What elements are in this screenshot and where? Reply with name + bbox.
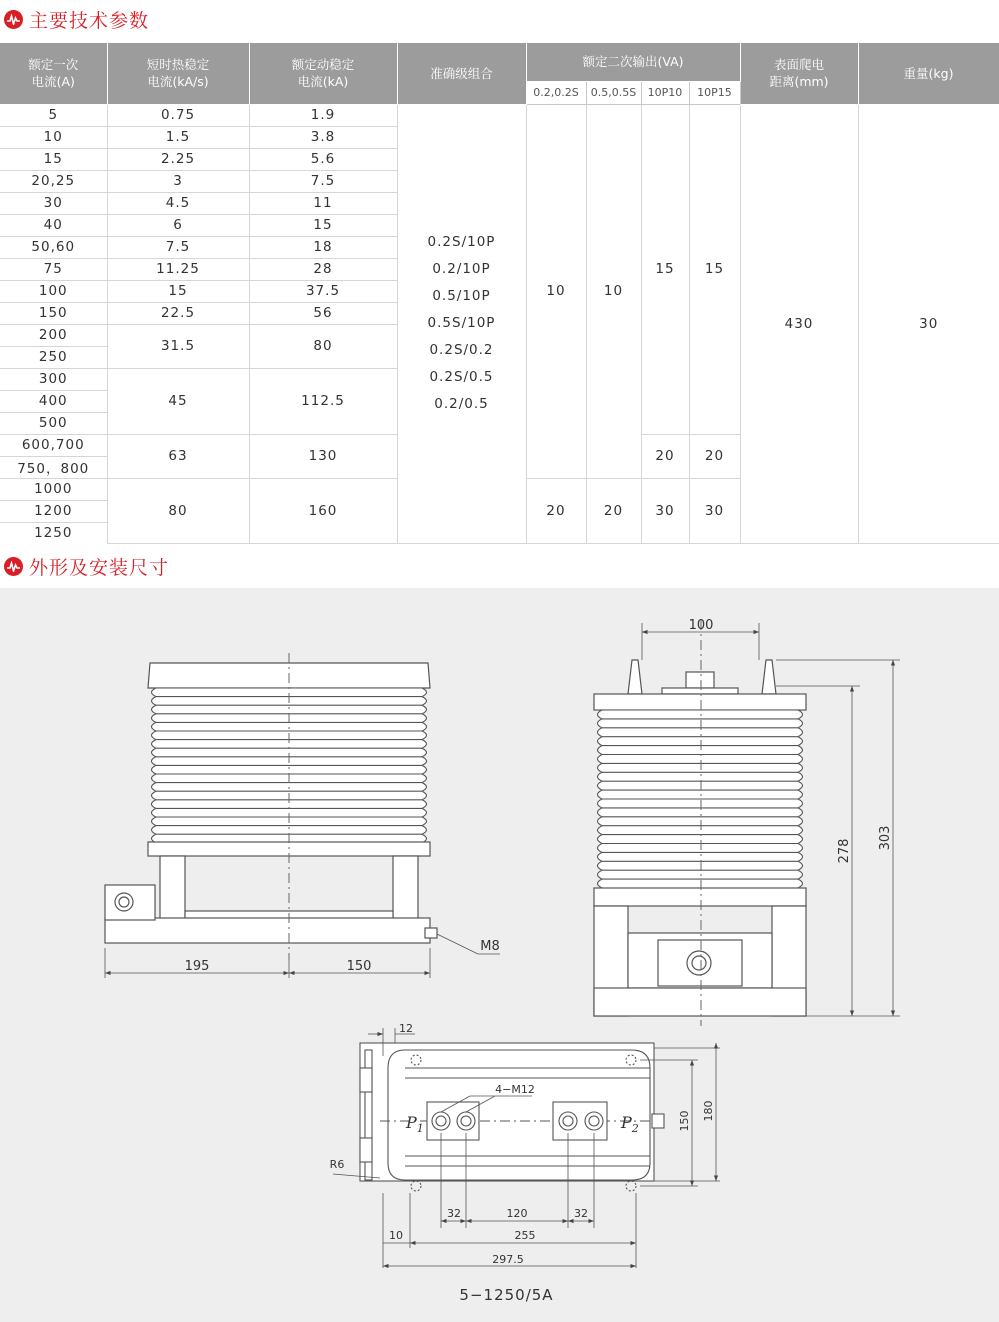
front-view-drawing (105, 653, 500, 978)
dims-section-title (4, 551, 169, 581)
cell-primary: 100 (0, 280, 107, 302)
cell-primary: 600,700 (0, 434, 107, 456)
cell-dynamic: 80 (249, 324, 397, 368)
subheader-metering-02: 0.2,0.2S (526, 81, 586, 104)
terminal-p1-label: $P_1$ (406, 1113, 424, 1135)
cell-thermal: 45 (107, 368, 249, 434)
dim-base-offset: 12 (399, 1022, 413, 1035)
cell-thermal: 6 (107, 214, 249, 236)
dim-120: 120 (506, 1207, 528, 1220)
cell-output-10p10-lower: 30 (641, 478, 689, 544)
cell-dynamic: 1.9 (249, 104, 397, 126)
cell-primary: 150 (0, 302, 107, 324)
cell-thermal: 2.25 (107, 148, 249, 170)
header-primary-current: 额定一次 电流(A) (0, 43, 107, 104)
dim-side-width: 100 (688, 618, 714, 633)
cell-output-metering-02-upper: 10 (526, 104, 586, 478)
accuracy-combo: 0.2S/0.5 (429, 369, 494, 386)
accuracy-combo: 0.2/0.5 (434, 396, 489, 413)
cell-thermal: 3 (107, 170, 249, 192)
dim-terminal-thread: 4−M12 (495, 1083, 535, 1096)
cell-output-metering-05-upper: 10 (586, 104, 641, 478)
cell-primary: 1250 (0, 522, 107, 544)
cell-accuracy-combos (397, 104, 526, 544)
subheader-10p10: 10P10 (641, 81, 689, 104)
dim-front-left: 195 (184, 959, 210, 974)
dim-side-height-inner: 278 (837, 838, 852, 864)
cell-primary: 750，800 (0, 456, 107, 478)
cell-thermal: 80 (107, 478, 249, 544)
dim-297-5: 297.5 (492, 1253, 524, 1266)
pulse-logo-icon (4, 10, 23, 29)
cell-primary: 300 (0, 368, 107, 390)
dim-side-height-outer: 303 (878, 825, 893, 851)
dim-radius: R6 (329, 1158, 345, 1171)
accuracy-combo: 0.5S/10P (427, 315, 496, 332)
cell-output-10p10-mid: 20 (641, 434, 689, 478)
model-label: 5−1250/5A (459, 1286, 554, 1304)
dim-front-right: 150 (346, 959, 372, 974)
cell-thermal: 15 (107, 280, 249, 302)
specs-section-title (4, 4, 149, 34)
cell-dynamic: 160 (249, 478, 397, 544)
header-accuracy: 准确级组合 (397, 43, 526, 104)
cell-primary: 50,60 (0, 236, 107, 258)
subheader-10p15: 10P15 (689, 81, 740, 104)
cell-output-10p15-upper: 15 (689, 104, 740, 434)
pulse-logo-icon (4, 557, 23, 576)
cell-primary: 400 (0, 390, 107, 412)
specs-title-text: 主要技术参数 (29, 9, 150, 32)
dim-base-width: 180 (702, 1100, 715, 1122)
cell-thermal: 31.5 (107, 324, 249, 368)
spec-table (0, 43, 999, 544)
cell-output-10p10-upper: 15 (641, 104, 689, 434)
cell-thermal: 1.5 (107, 126, 249, 148)
technical-drawings (0, 588, 999, 1322)
cell-thermal: 22.5 (107, 302, 249, 324)
cell-dynamic: 3.8 (249, 126, 397, 148)
cell-thermal: 4.5 (107, 192, 249, 214)
dim-hole-spacing: 150 (678, 1110, 691, 1132)
cell-output-metering-02-lower: 20 (526, 478, 586, 544)
dim-10: 10 (389, 1229, 403, 1242)
accuracy-combo: 0.5/10P (432, 288, 491, 305)
cell-primary: 10 (0, 126, 107, 148)
cell-weight: 30 (858, 104, 999, 544)
cell-dynamic: 18 (249, 236, 397, 258)
terminal-p2-label: $P_2$ (621, 1113, 639, 1135)
cell-output-10p15-lower: 30 (689, 478, 740, 544)
cell-dynamic: 7.5 (249, 170, 397, 192)
cell-dynamic: 15 (249, 214, 397, 236)
cell-primary: 40 (0, 214, 107, 236)
dim-bolt-m8: M8 (480, 939, 500, 954)
cell-primary: 75 (0, 258, 107, 280)
cell-dynamic: 37.5 (249, 280, 397, 302)
header-thermal-current: 短时热稳定 电流(kA/s) (107, 43, 249, 104)
cell-primary: 5 (0, 104, 107, 126)
cell-dynamic: 112.5 (249, 368, 397, 434)
cell-thermal: 63 (107, 434, 249, 478)
dim-255: 255 (514, 1229, 536, 1242)
accuracy-combo: 0.2/10P (432, 261, 491, 278)
cell-dynamic: 11 (249, 192, 397, 214)
cell-output-10p15-mid: 20 (689, 434, 740, 478)
cell-primary: 1000 (0, 478, 107, 500)
cell-creepage: 430 (740, 104, 858, 544)
cell-thermal: 0.75 (107, 104, 249, 126)
cell-primary: 20,25 (0, 170, 107, 192)
dim-32-left: 32 (447, 1207, 461, 1220)
subheader-metering-05: 0.5,0.5S (586, 81, 641, 104)
cell-dynamic: 56 (249, 302, 397, 324)
cell-thermal: 7.5 (107, 236, 249, 258)
header-creepage: 表面爬电 距离(mm) (740, 43, 858, 104)
accuracy-combo: 0.2S/0.2 (429, 342, 494, 359)
cell-primary: 15 (0, 148, 107, 170)
accuracy-combo: 0.2S/10P (427, 234, 496, 251)
cell-primary: 1200 (0, 500, 107, 522)
header-secondary-output: 额定二次输出(VA) (526, 43, 740, 81)
dims-title-text: 外形及安装尺寸 (29, 556, 170, 579)
cell-primary: 200 (0, 324, 107, 346)
cell-output-metering-05-lower: 20 (586, 478, 641, 544)
header-dynamic-current: 额定动稳定 电流(kA) (249, 43, 397, 104)
cell-primary: 250 (0, 346, 107, 368)
cell-primary: 500 (0, 412, 107, 434)
header-weight: 重量(kg) (858, 43, 999, 104)
cell-dynamic: 28 (249, 258, 397, 280)
dimension-drawing-panel (0, 588, 999, 1322)
side-view-drawing (594, 620, 900, 1026)
cell-thermal: 11.25 (107, 258, 249, 280)
cell-dynamic: 5.6 (249, 148, 397, 170)
dim-32-right: 32 (574, 1207, 588, 1220)
cell-dynamic: 130 (249, 434, 397, 478)
cell-primary: 30 (0, 192, 107, 214)
